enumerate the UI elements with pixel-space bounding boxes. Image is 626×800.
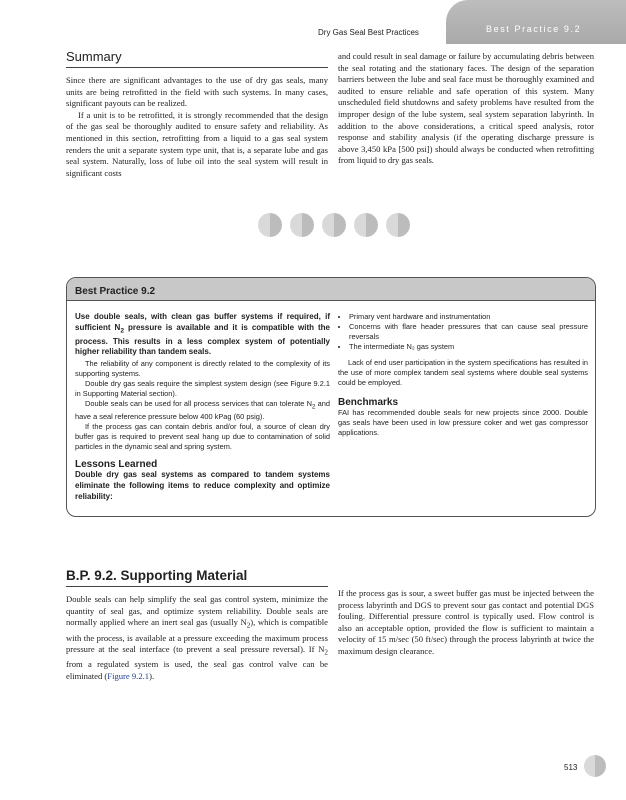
summary-paragraph-1: Since there are significant advantages to the use of dry gas seals, many units are being retrofitted in the field with such systems. In many cases, significant payouts can be realized. — [66, 75, 328, 109]
summary-left-column — [66, 75, 328, 179]
best-practice-left-column — [75, 312, 330, 502]
best-practice-box — [66, 277, 596, 517]
best-practice-right-column — [338, 312, 588, 438]
lessons-learned-text: Double dry gas seal systems as compared to tandem systems eliminate the following items to reduce complexity and optimize reliability: — [75, 470, 330, 501]
decorative-circle — [258, 213, 282, 237]
decorative-circle — [354, 213, 378, 237]
lessons-bullet-list — [338, 312, 588, 352]
summary-right-column — [338, 51, 594, 167]
supporting-material-rule — [66, 586, 328, 587]
decorative-circles — [258, 213, 410, 237]
decorative-circle — [322, 213, 346, 237]
benchmarks-text: FAI has recommended double seals for new projects since 2000. Double gas seals have been used in low pressure coker and wet gas compressor applications. — [338, 408, 588, 437]
page-number-circle — [584, 755, 606, 777]
best-practice-paragraph-4: If the process gas can contain debris and/or foul, a source of clean dry buffer gas is required to prevent seal hang up due to contamination of solid particles in the dynamic seal and spring system. — [75, 422, 330, 452]
running-header-title: Dry Gas Seal Best Practices — [318, 28, 419, 37]
summary-right-paragraph: and could result in seal damage or failure by accumulating debris between the seal rotating and the stationary faces. The design of the separation barriers between the lube and seal face must be thoroughly examined and audited to ensure reliable and safe operation of this system. Many unscheduled field shutdowns and safety problems have resulted from the improper design of the lube system, seal system separation labyrinth. In addition to the above considerations, a critical speed analysis, rotor response and stability analysis (if the operating discharge pressure is above 3,450 kPa [500 psi]) should always be conducted when retrofitting from liquid to dry gas seals. — [338, 51, 594, 166]
summary-rule — [66, 67, 328, 68]
decorative-circle — [290, 213, 314, 237]
supporting-right-column — [338, 588, 594, 658]
decorative-circle — [386, 213, 410, 237]
best-practice-tab — [446, 0, 626, 44]
bullet-item: • The intermediate N₂ gas system — [349, 342, 588, 352]
figure-9-2-1-link[interactable]: Figure 9.2.1 — [107, 671, 150, 681]
bullet-item: • Primary vent hardware and instrumentation — [349, 312, 588, 322]
supporting-left-column — [66, 594, 328, 683]
page-number: 513 — [564, 763, 578, 772]
best-practice-tab-label: Best Practice 9.2 — [486, 24, 582, 34]
best-practice-paragraph-1: The reliability of any component is directly related to the complexity of its supporting systems. — [75, 358, 330, 378]
supporting-left-paragraph: Double seals can help simplify the seal gas control system, minimize the quantity of seal gas, and optimize system reliability. Double seals are normally applied where an inert seal gas (usually $N_2$), which is compatible with the process, is available at a pressure exceeding the maximum process pressure at the seal interface (to prevent a seal pressure reversal). If $N_2$ from a regulated system is used, the seal gas control valve can be eliminated (Figure 9.2.1). — [66, 594, 328, 681]
supporting-material-heading: B.P. 9.2. Supporting Material — [66, 568, 248, 583]
best-practice-paragraph-2: Double dry gas seals require the simplest system design (see Figure 9.2.1 in Supporting Material section). — [75, 378, 330, 398]
summary-paragraph-2: If a unit is to be retrofitted, it is strongly recommended that the design of the gas seal be thoroughly audited to ensure safety and reliability. As mentioned in this section, retrofitting from a liquid to a gas seal system renders the unit a separate system type unit, that is, a separate lube and gas seal system. Naturally, loss of lube oil into the seal system will result in significant costs — [66, 109, 328, 178]
bullet-item: • Concerns with flare header pressures that can cause seal pressure reversals — [349, 322, 588, 342]
benchmarks-heading: Benchmarks — [338, 397, 399, 408]
best-practice-lead: Use double seals, with clean gas buffer systems if required, if sufficient $N_2$ pressure is available and it is compatible with the process. This results in a less complex system of potentially higher reliability than tandem seals. — [75, 312, 331, 357]
summary-heading: Summary — [66, 49, 122, 64]
lessons-learned-heading: Lessons Learned — [75, 459, 158, 471]
best-practice-paragraph-3: Double seals can be used for all process services that can tolerate $N_2$ and have a seal reference pressure below 400 kPag (60 psig). — [75, 398, 330, 422]
best-practice-title: Best Practice 9.2 — [75, 286, 156, 297]
supporting-right-paragraph: If the process gas is sour, a sweet buffer gas must be injected between the process labyrinth and DGS to prevent sour gas contact and potential DGS fouling. Differential pressure control is typically used. Flow control is also an acceptable option, provided the flow is sufficient to maintain a velocity of 15 m/sec (50 ft/sec) through the process labyrinth at twice the maximum design clearance. — [338, 588, 594, 656]
best-practice-right-paragraph: Lack of end user participation in the system specifications has resulted in the use of more complex tandem seal systems where double seal systems could be employed. — [338, 358, 588, 387]
